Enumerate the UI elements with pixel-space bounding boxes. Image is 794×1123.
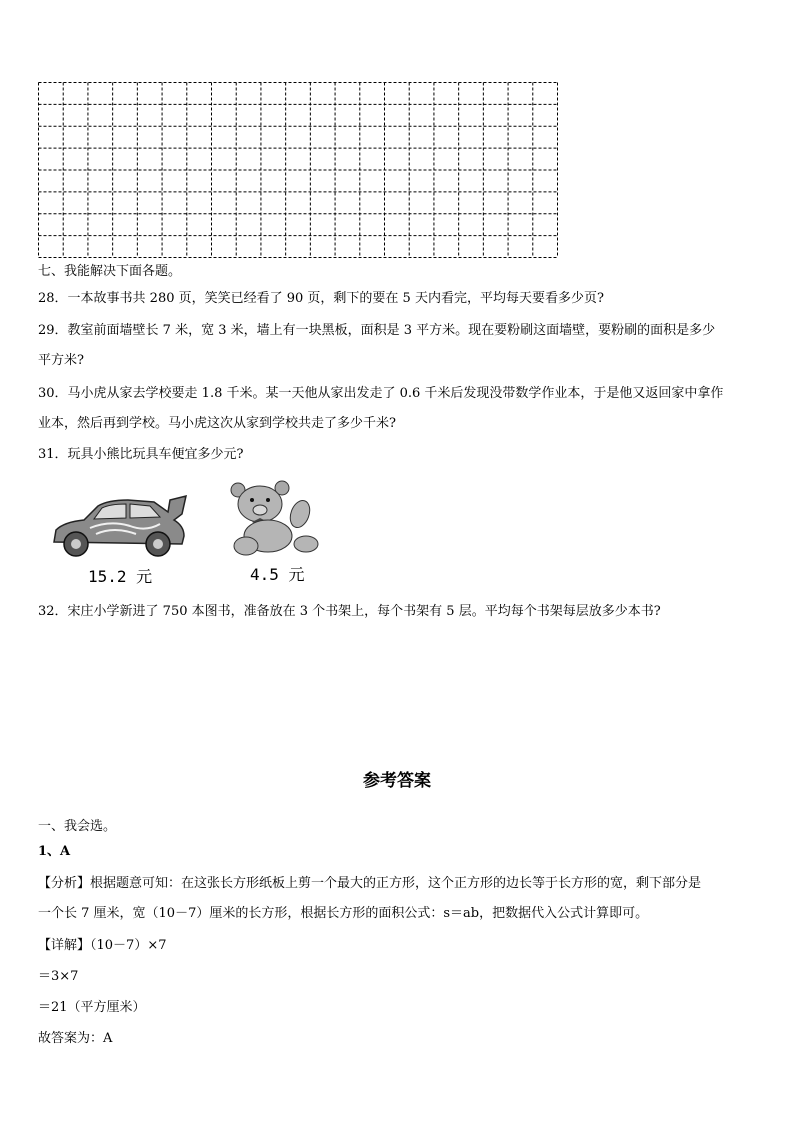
question-32: 32．宋庄小学新进了 750 本图书，准备放在 3 个书架上，每个书架有 5 层。平均每个书架每层放多少本书? (38, 604, 661, 619)
question-30-line2: 业本，然后再到学校。马小虎这次从家到学校共走了多少千米? (38, 416, 396, 431)
question-29-line2: 平方米? (38, 353, 84, 368)
answer-1: 1、A (38, 844, 71, 859)
bear-price: 4.5 元 (250, 565, 305, 584)
detail-line1: 【详解】（10－7）×7 (38, 938, 167, 953)
answer-part-1: 一、我会选。 (38, 819, 117, 834)
question-28: 28．一本故事书共 280 页，笑笑已经看了 90 页，剩下的要在 5 天内看完，平均每天要看多少页? (38, 291, 604, 306)
question-31: 31．玩具小熊比玩具车便宜多少元? (38, 447, 244, 462)
question-30-line1: 30．马小虎从家去学校要走 1.8 千米。某一天他从家出发走了 0.6 千米后发现没带数学作业本，于是他又返回家中拿作 (38, 386, 724, 401)
analysis-line1: 【分析】根据题意可知：在这张长方形纸板上剪一个最大的正方形，这个正方形的边长等于长方形的宽，剩下部分是 (38, 876, 702, 891)
final-answer: 故答案为：A (38, 1031, 113, 1046)
answer-title: 参考答案 (363, 771, 431, 791)
teddy-bear-image (228, 480, 320, 560)
question-29-line1: 29．教室前面墙壁长 7 米，宽 3 米，墙上有一块黑板，面积是 3 平方米。现在要粉刷这面墙壁，要粉刷的面积是多少 (38, 323, 716, 338)
detail-line2: ＝3×7 (38, 969, 79, 984)
detail-line3: ＝21（平方厘米） (38, 1000, 146, 1015)
toy-car-image (50, 490, 190, 560)
analysis-line2: 一个长 7 厘米，宽（10－7）厘米的长方形，根据长方形的面积公式：s＝ab，把数据代入公式计算即可。 (38, 906, 649, 921)
section-heading: 七、我能解决下面各题。 (38, 264, 182, 279)
dashed-grid (38, 82, 558, 258)
car-price: 15.2 元 (88, 567, 153, 586)
